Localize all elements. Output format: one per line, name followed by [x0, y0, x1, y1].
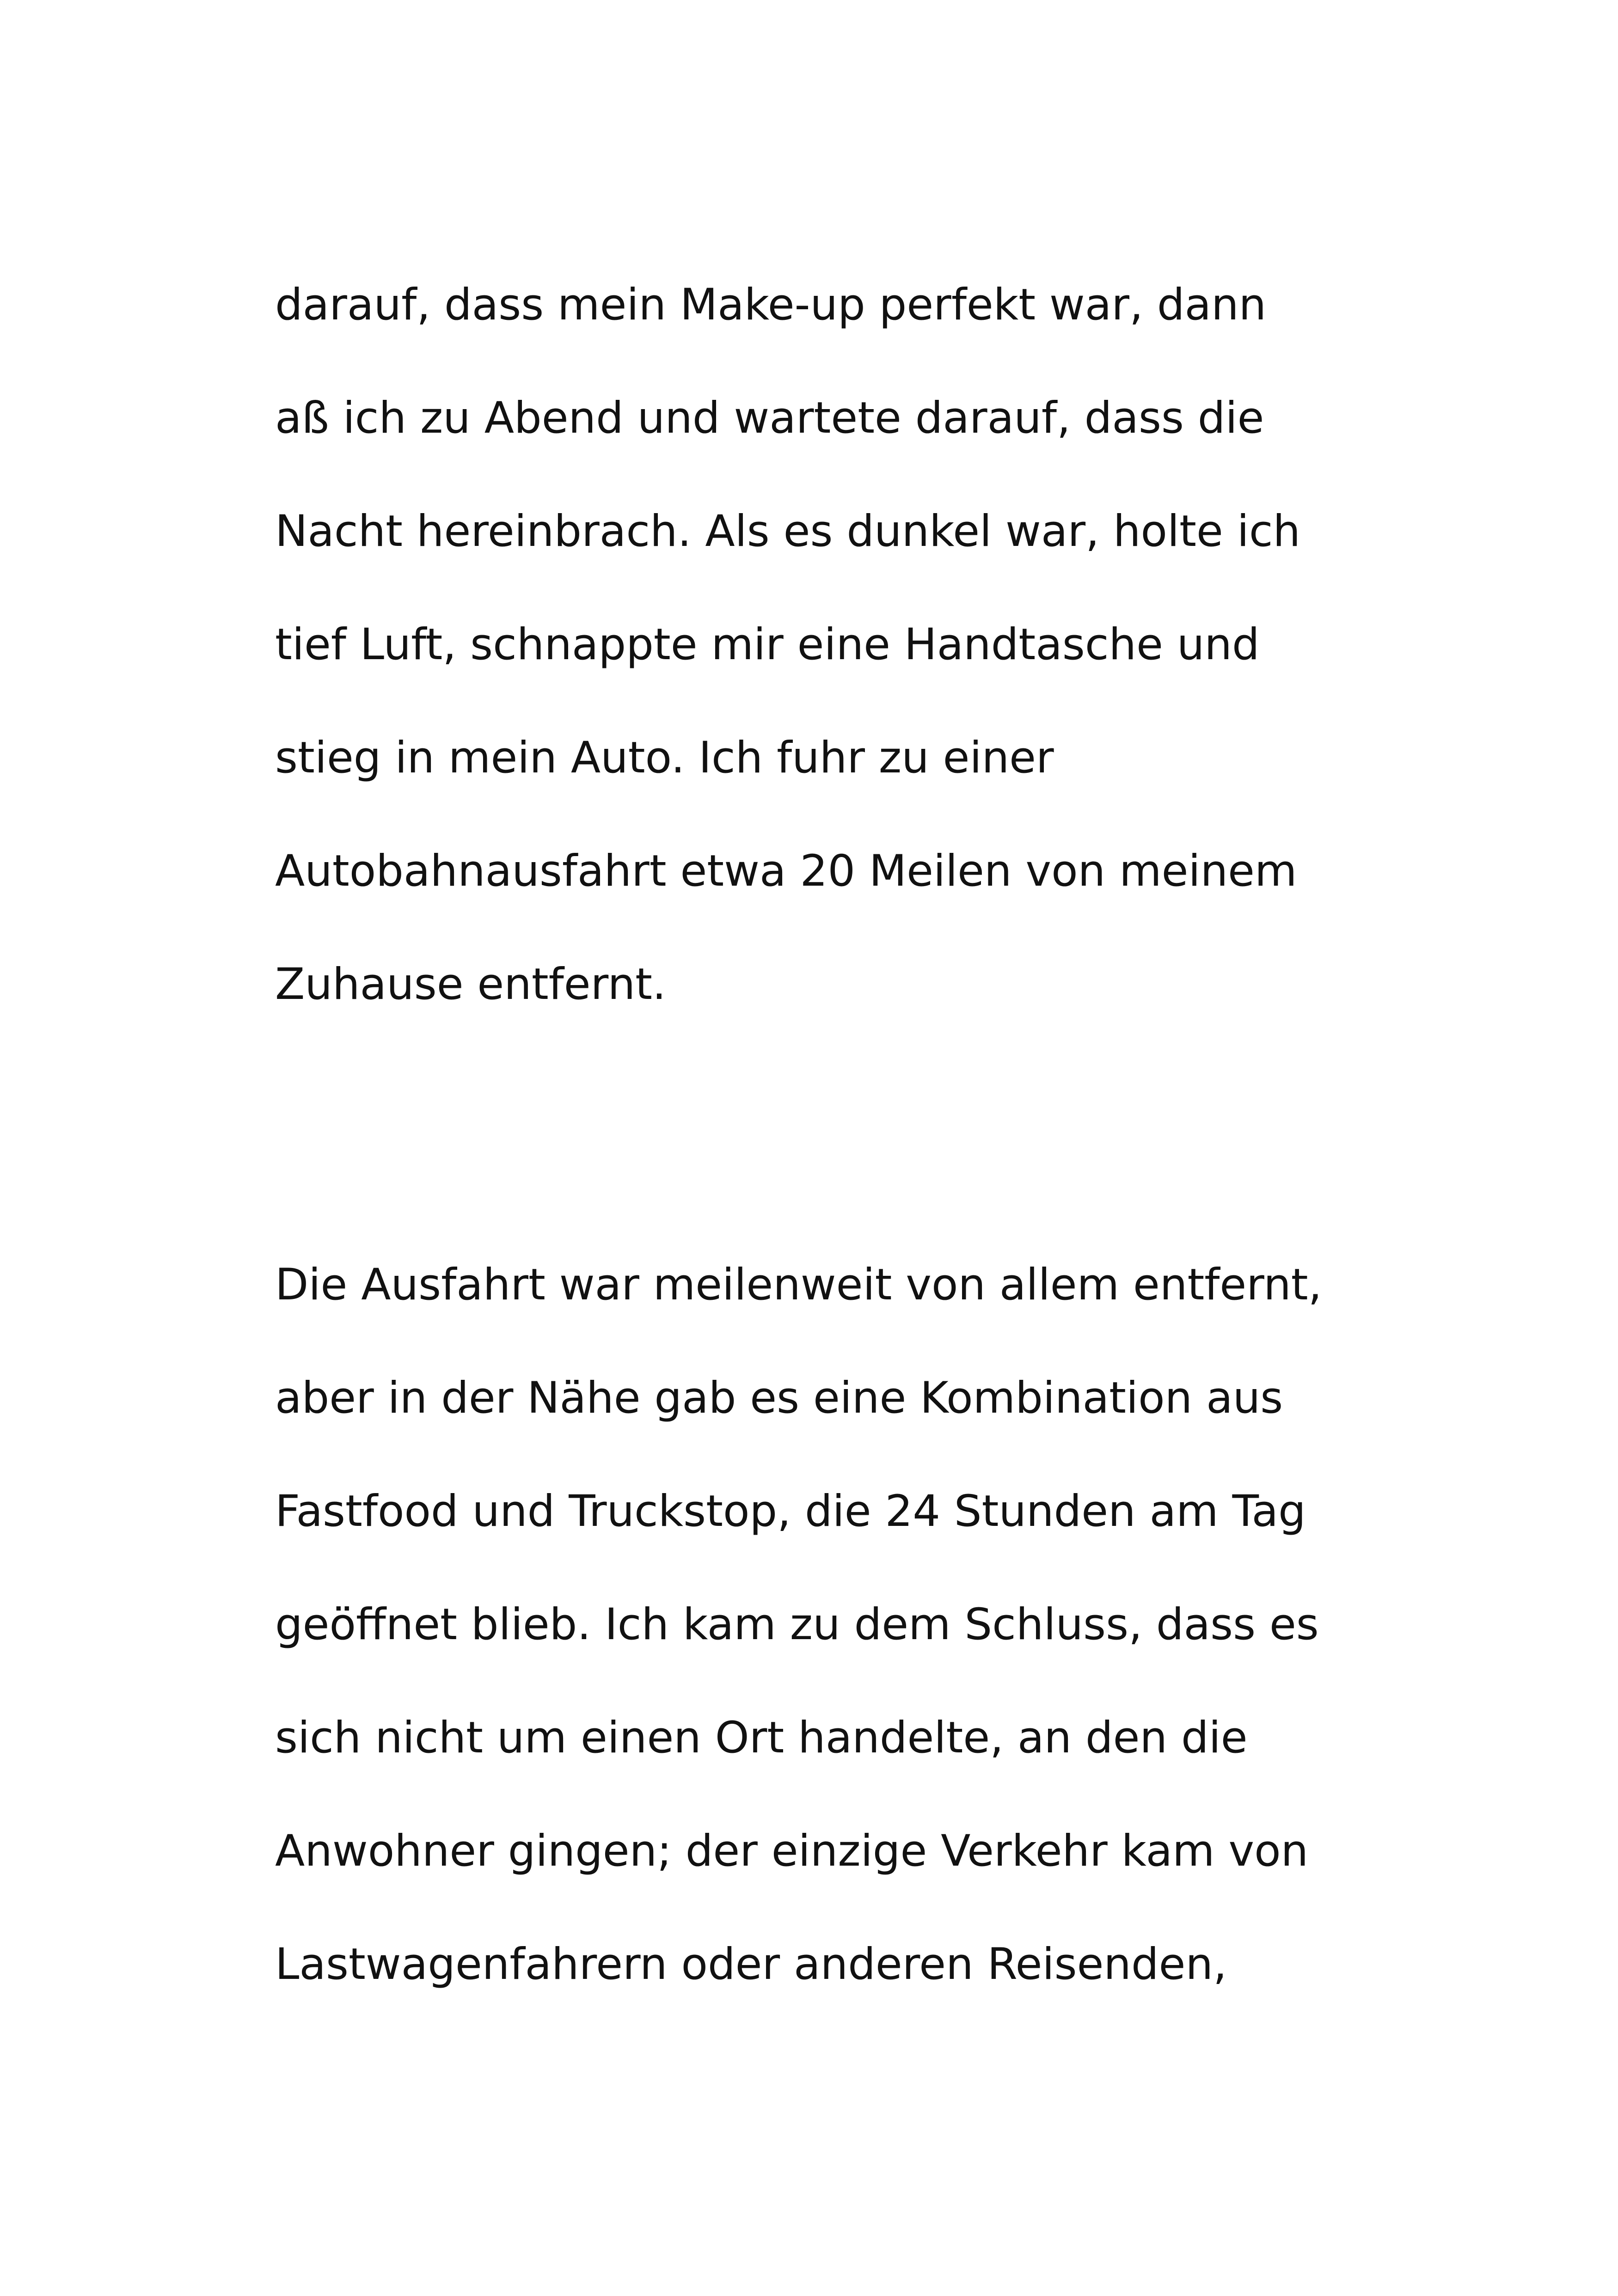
- text-line: darauf, dass mein Make-up perfekt war, dann: [275, 280, 1267, 330]
- text-line: Fastfood und Truckstop, die 24 Stunden am Tag: [275, 1486, 1306, 1537]
- text-line: Lastwagenfahrern oder anderen Reisenden,: [275, 1939, 1227, 1990]
- text-line: Anwohner gingen; der einzige Verkehr kam von: [275, 1826, 1309, 1876]
- text-line: aß ich zu Abend und wartete darauf, dass die: [275, 393, 1264, 443]
- text-line: sich nicht um einen Ort handelte, an den die: [275, 1713, 1248, 1763]
- text-line: aber in der Nähe gab es eine Kombination aus: [275, 1373, 1283, 1423]
- text-line: Nacht hereinbrach. Als es dunkel war, holte ich: [275, 506, 1301, 557]
- text-line: geöffnet blieb. Ich kam zu dem Schluss, dass es: [275, 1599, 1319, 1650]
- text-line: stieg in mein Auto. Ich fuhr zu einer: [275, 733, 1054, 783]
- text-line: tief Luft, schnappte mir eine Handtasche und: [275, 619, 1260, 670]
- text-line: Zuhause entfernt.: [275, 959, 666, 1010]
- text-line: Autobahnausfahrt etwa 20 Meilen von meinem: [275, 846, 1297, 896]
- text-line: Die Ausfahrt war meilenweit von allem entfernt,: [275, 1260, 1322, 1310]
